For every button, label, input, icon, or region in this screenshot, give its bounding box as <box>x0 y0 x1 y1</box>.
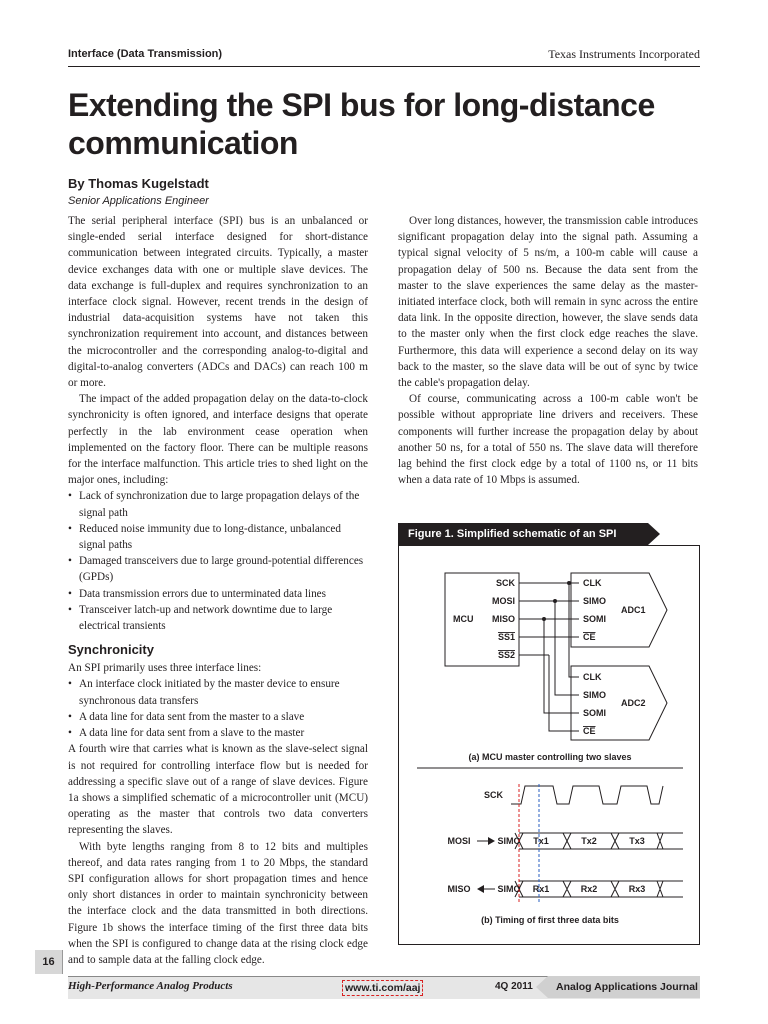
author-role: Senior Applications Engineer <box>68 195 209 207</box>
tx3: Tx3 <box>629 836 645 846</box>
header-section: Interface (Data Transmission) <box>68 48 223 60</box>
paragraph: The serial peripheral interface (SPI) bus is an unbalanced or single-ended serial interface designed for short-distance communication between integrated circuits. Typically, a master device exchanges data with one or multiple slave devices. The data exchange is full-duplex and requires synchronization to an interface clock signal. However, recent trends in the design of industrial data-acquisition systems have not taken this synchronization requirement into account, and distances between the microcontroller and the corresponding analog-to-digital and digital-to-analog converters (ADCs and DACs) can reach 100 m or more. <box>68 215 368 390</box>
pin-sck: SCK <box>495 578 515 588</box>
list-item: • Reduced noise immunity due to long-distance, unbalanced signal paths <box>68 521 368 553</box>
tx2: Tx2 <box>581 836 597 846</box>
rx1: Rx1 <box>532 884 550 894</box>
column-right <box>398 213 698 488</box>
section-heading: Synchronicity <box>68 642 154 658</box>
adc2-somi: SOMI <box>583 708 607 718</box>
rx2: Rx2 <box>580 884 598 894</box>
author: By Thomas Kugelstadt <box>68 176 209 191</box>
article-title: Extending the SPI bus for long-distance communication <box>68 87 655 161</box>
paragraph: Over long distances, however, the transmission cable introduces significant propagation delay into the signal path. Assuming a typical signal velocity of 5 ns/m, a 100-m cable will cause a propagation delay of 500 ns. Because the data sent from the master to the slave experiences the same delay as the master-initiated interface clock, both will remain in sync across the entire data link. In the opposite direction, however, the slave sends data to the master only when the first clock edge reaches the slave. Furthermore, this data will experience a second delay on its way back to the master, so the slave data will be out of sync by twice the cable's propagation delay. <box>398 215 698 390</box>
header-company: Texas Instruments Incorporated <box>548 47 700 61</box>
mcu-label: MCU <box>453 614 474 624</box>
pin-mosi: MOSI <box>491 596 515 606</box>
bullet-list <box>68 488 368 634</box>
adc2-clk: CLK <box>583 672 602 682</box>
tx1: Tx1 <box>533 836 549 846</box>
bullet-list <box>68 676 368 741</box>
sck-waveform <box>511 786 663 804</box>
arrow-left-head <box>477 885 484 893</box>
list-item: • Lack of synchronization due to large propagation delays of the signal path <box>68 488 368 520</box>
timing-sck-label: SCK <box>483 790 503 800</box>
arrow-right-head <box>488 837 495 845</box>
schematic-wires <box>519 583 579 731</box>
paragraph: An SPI primarily uses three interface lines: <box>68 662 262 675</box>
timing-miso-label: MISO <box>447 884 471 894</box>
list-item: • An interface clock initiated by the master device to ensure synchronous data transfers <box>68 676 368 708</box>
footer-product: High-Performance Analog Products <box>68 980 233 992</box>
junction-dot <box>542 617 546 621</box>
adc1-clk: CLK <box>583 578 602 588</box>
adc2-label: ADC2 <box>621 698 646 708</box>
paragraph: A fourth wire that carries what is known as the slave-select signal is not required for controlling interface flow but is needed for addressing a specific slave out of a range of slave devices. Figure 1a shows a simplified schematic of a microcontroller unit (MCU) operating as the master that controls two data converters representing the slaves. <box>68 743 368 837</box>
paragraph: The impact of the added propagation delay on the data-to-clock synchronicity is often ignored, and interface designs that operate perfectly in the lab environment cease operation when implemented on the factory floor. There can be multiple reasons for the interface malfunction. This article tries to shed light on the major ones, including: <box>68 393 368 487</box>
list-item: • A data line for data sent from the master to a slave <box>68 709 368 725</box>
adc1-ce: CE <box>583 632 596 642</box>
adc1-somi: SOMI <box>583 614 607 624</box>
adc1-simo: SIMO <box>583 596 607 606</box>
timing-simo-label-2: SIMO <box>497 884 521 894</box>
list-item: • Transceiver latch-up and network downtime due to large electrical transients <box>68 602 368 634</box>
paragraph: Of course, communicating across a 100-m cable won't be possible without appropriate line drivers and receivers. These components will further increase the propagation delay by about another 50 ns, for a total of 550 ns. The slave data will therefore lag behind the first clock edge by a total of 1100 ns, or 11 bits when a data rate of 10 Mbps is assumed. <box>398 393 698 487</box>
pin-ss2: SS2 <box>497 650 515 660</box>
adc2-ce: CE <box>583 726 596 736</box>
junction-dot <box>567 581 571 585</box>
adc1-label: ADC1 <box>621 605 646 615</box>
spi-schematic <box>399 546 701 946</box>
list-item: • Data transmission errors due to unterminated data lines <box>68 586 368 602</box>
adc2-simo: SIMO <box>583 690 607 700</box>
figure-box <box>398 545 700 945</box>
rx3: Rx3 <box>628 884 646 894</box>
footer-issue: 4Q 2011 <box>495 981 533 992</box>
page-number: 16 <box>35 950 62 974</box>
figure-title: Figure 1. Simplified schematic of an SPI <box>398 523 648 545</box>
pin-ss1: SS1 <box>497 632 515 642</box>
column-left <box>68 213 368 968</box>
caption-b: (b) Timing of first three data bits <box>481 915 619 925</box>
timing-simo-label: SIMO <box>497 836 521 846</box>
header-rule <box>68 66 700 67</box>
timing-mosi-label: MOSI <box>447 836 471 846</box>
list-item: • A data line for data sent from a slave to the master <box>68 725 368 741</box>
paragraph: With byte lengths ranging from 8 to 12 bits and multiples thereof, and data rates ranging from 1 to 20 Mbps, the standard SPI configuration allows for short propagation times and hence only short distances in order to maintain synchronicity between the interface clock and the data transmitted in both directions. Figure 1b shows the interface timing of the first three data bits when the SPI is configured to change data at the rising clock edge and to sample data at the falling clock edge. <box>68 840 368 966</box>
list-item: • Damaged transceivers due to large ground-potential differences (GPDs) <box>68 553 368 585</box>
footer-journal: Analog Applications Journal <box>548 976 700 998</box>
caption-a: (a) MCU master controlling two slaves <box>468 752 632 762</box>
junction-dot <box>553 599 557 603</box>
footer-link[interactable]: www.ti.com/aaj <box>342 980 423 996</box>
pin-miso: MISO <box>491 614 515 624</box>
